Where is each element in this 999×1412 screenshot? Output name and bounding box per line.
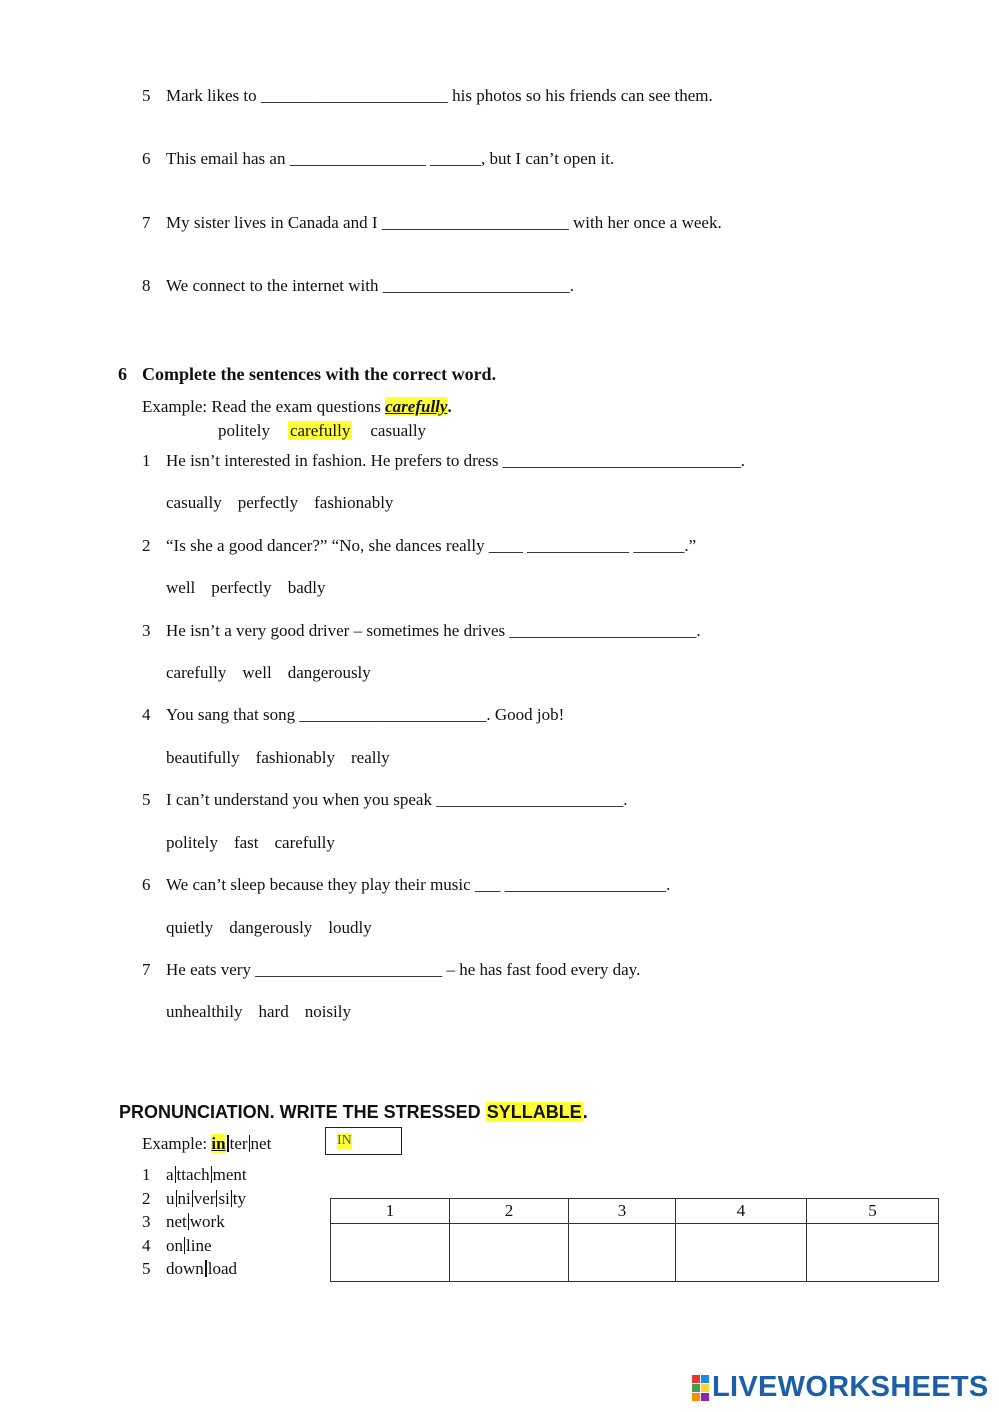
- word-syllables: [166, 1212, 225, 1232]
- logo-mark-icon: [692, 1375, 709, 1401]
- example-option: casually: [370, 421, 427, 440]
- item-options: [166, 663, 387, 683]
- word-number: 4: [142, 1236, 151, 1255]
- pronunciation-title-end: .: [582, 1102, 588, 1122]
- item-number: 1: [142, 451, 151, 470]
- answer-table-header: 5: [807, 1199, 939, 1224]
- item-text: He isn’t a very good driver – sometimes he drives ______________________.: [166, 621, 701, 640]
- example-options: [218, 421, 426, 441]
- answer-table-header: 3: [569, 1199, 676, 1224]
- option: loudly: [328, 918, 372, 937]
- option: carefully: [166, 663, 227, 682]
- example-answer-text: IN: [337, 1133, 352, 1148]
- pronunciation-title-main: PRONUNCIATION. WRITE THE STRESSED: [119, 1102, 486, 1122]
- syllable-divider: [227, 1135, 229, 1152]
- item-number: 5: [142, 790, 151, 809]
- item-text: We connect to the internet with ______________________.: [166, 276, 574, 295]
- option: fast: [233, 833, 259, 852]
- option: politely: [166, 833, 218, 852]
- option: casually: [166, 493, 222, 512]
- example-label: Example:: [142, 1134, 212, 1153]
- answer-table-header: 4: [676, 1199, 807, 1224]
- answer-table: [330, 1198, 939, 1282]
- answer-cell-3[interactable]: [569, 1224, 676, 1282]
- item-options: [166, 748, 406, 768]
- option: fashionably: [255, 748, 335, 767]
- syllable-divider: [192, 1190, 193, 1207]
- item-number: 7: [142, 213, 151, 232]
- section-number: 6: [118, 364, 127, 384]
- option: fashionably: [314, 493, 394, 512]
- syllable-divider: [249, 1135, 250, 1152]
- syllable: ni: [177, 1189, 191, 1208]
- item-number: 5: [142, 86, 151, 105]
- word-number: 1: [142, 1165, 151, 1184]
- item-number: 6: [142, 149, 151, 168]
- syllable: ver: [193, 1189, 216, 1208]
- syllable-divider: [175, 1166, 176, 1183]
- syllable-divider: [188, 1213, 189, 1230]
- item-number: 4: [142, 705, 151, 724]
- word-number: 5: [142, 1259, 151, 1278]
- syllable: a: [166, 1165, 174, 1184]
- item-text: You sang that song ______________________. Good job!: [166, 705, 565, 724]
- example-option-selected: carefully: [289, 421, 351, 440]
- option: dangerously: [229, 918, 313, 937]
- option: unhealthily: [166, 1002, 243, 1021]
- logo-text: LIVEWORKSHEETS: [712, 1371, 989, 1403]
- pronunciation-example: [142, 1134, 271, 1154]
- liveworksheets-logo: [692, 1373, 989, 1402]
- item-options: [166, 918, 388, 938]
- stressed-syllable: in: [211, 1134, 226, 1153]
- option: dangerously: [287, 663, 371, 682]
- answer-table-header: 1: [331, 1199, 450, 1224]
- answer-cell-1[interactable]: [331, 1224, 450, 1282]
- option: really: [350, 748, 390, 767]
- syllable: down: [166, 1259, 204, 1278]
- syllable-divider: [211, 1166, 212, 1183]
- item-number: 2: [142, 536, 151, 555]
- item-text: My sister lives in Canada and I ______________________ with her once a week.: [166, 213, 722, 232]
- word-number: 2: [142, 1189, 151, 1208]
- option: perfectly: [237, 493, 299, 512]
- option: well: [242, 663, 272, 682]
- syllable-divider: [184, 1237, 185, 1254]
- syllable-divider: [231, 1190, 232, 1207]
- word-syllables: [166, 1236, 212, 1256]
- syllable: net: [250, 1134, 272, 1153]
- item-text: He isn’t interested in fashion. He prefers to dress ____________________________.: [166, 451, 746, 470]
- option: perfectly: [211, 578, 272, 597]
- syllable: work: [189, 1212, 225, 1231]
- example-prefix: Example: Read the exam questions: [142, 397, 386, 416]
- pronunciation-title: [119, 1102, 588, 1124]
- item-text: “Is she a good dancer?” “No, she dances really ____ ____________ ______.”: [166, 536, 697, 555]
- item-text: This email has an ________________ ______, but I can’t open it.: [166, 149, 615, 168]
- item-number: 3: [142, 621, 151, 640]
- example-answer: carefully: [385, 397, 448, 416]
- item-options: [166, 578, 341, 598]
- option: well: [166, 578, 196, 597]
- section-title: Complete the sentences with the correct word.: [142, 364, 497, 384]
- item-options: [166, 493, 409, 513]
- option: noisily: [304, 1002, 351, 1021]
- syllable: load: [207, 1259, 238, 1278]
- option: beautifully: [166, 748, 240, 767]
- item-number: 8: [142, 276, 151, 295]
- answer-cell-2[interactable]: [450, 1224, 569, 1282]
- example-answer-box: [325, 1127, 402, 1155]
- option: badly: [287, 578, 326, 597]
- word-syllables: [166, 1165, 247, 1185]
- syllable: net: [166, 1212, 187, 1231]
- syllable: ter: [229, 1134, 248, 1153]
- syllable: line: [186, 1236, 212, 1255]
- word-syllables: [166, 1189, 246, 1209]
- answer-cell-5[interactable]: [807, 1224, 939, 1282]
- item-number: 7: [142, 960, 151, 979]
- item-text: I can’t understand you when you speak ______________________.: [166, 790, 628, 809]
- syllable-divider: [205, 1260, 207, 1277]
- option: hard: [258, 1002, 289, 1021]
- syllable: on: [166, 1236, 183, 1255]
- answer-table-header: 2: [450, 1199, 569, 1224]
- syllable: u: [166, 1189, 175, 1208]
- word-syllables: [166, 1259, 237, 1279]
- option: quietly: [166, 918, 214, 937]
- answer-cell-4[interactable]: [676, 1224, 807, 1282]
- item-options: [166, 833, 351, 853]
- example-option: politely: [218, 421, 270, 440]
- syllable: ttach: [176, 1165, 210, 1184]
- syllable: ment: [212, 1165, 247, 1184]
- item-text: Mark likes to ______________________ his photos so his friends can see them.: [166, 86, 713, 105]
- item-text: We can’t sleep because they play their music ___ ___________________.: [166, 875, 671, 894]
- syllable: si: [218, 1189, 230, 1208]
- example-sentence: [142, 397, 452, 417]
- example-period: .: [447, 397, 452, 416]
- item-options: [166, 1002, 367, 1022]
- item-text: He eats very ______________________ – he has fast food every day.: [166, 960, 641, 979]
- syllable-divider: [176, 1190, 177, 1207]
- pronunciation-title-highlight: SYLLABLE: [486, 1102, 582, 1122]
- word-number: 3: [142, 1212, 151, 1231]
- syllable: ty: [232, 1189, 247, 1208]
- item-number: 6: [142, 875, 151, 894]
- option: carefully: [274, 833, 335, 852]
